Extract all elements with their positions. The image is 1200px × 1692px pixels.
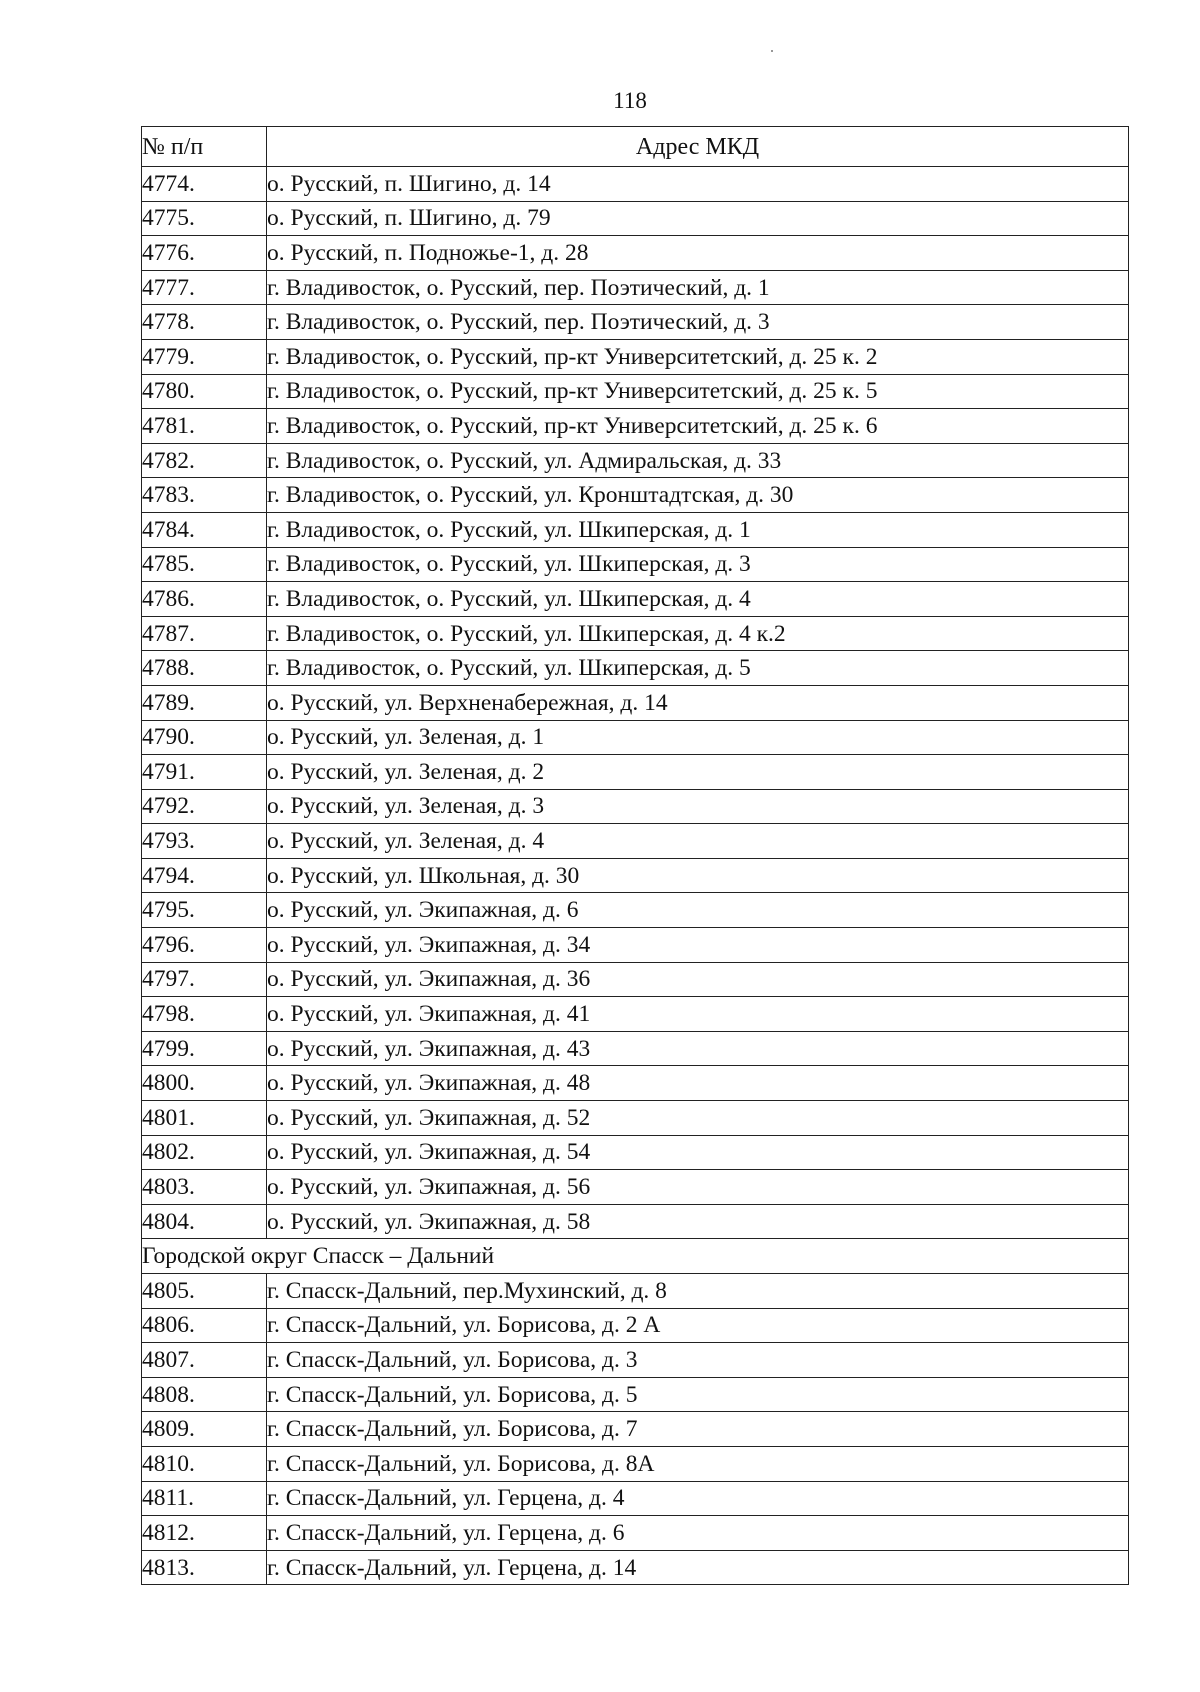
row-address: г. Владивосток, о. Русский, ул. Шкиперская, д. 3 <box>267 547 1129 582</box>
row-number: 4793. <box>142 824 267 859</box>
table-row <box>142 1308 1129 1343</box>
table-header-row <box>142 127 1129 167</box>
row-number: 4796. <box>142 928 267 963</box>
table-row <box>142 1481 1129 1516</box>
row-address: г. Спасск-Дальний, ул. Борисова, д. 2 А <box>267 1308 1129 1343</box>
scan-artifact <box>771 50 773 52</box>
row-address: г. Спасск-Дальний, ул. Герцена, д. 14 <box>267 1550 1129 1585</box>
table-row <box>142 928 1129 963</box>
table-row <box>142 512 1129 547</box>
row-number: 4795. <box>142 893 267 928</box>
row-number: 4779. <box>142 339 267 374</box>
row-address: г. Владивосток, о. Русский, ул. Шкиперская, д. 4 <box>267 582 1129 617</box>
row-address: о. Русский, ул. Зеленая, д. 3 <box>267 789 1129 824</box>
table-row <box>142 962 1129 997</box>
table-row <box>142 1446 1129 1481</box>
row-number: 4794. <box>142 858 267 893</box>
row-number: 4801. <box>142 1101 267 1136</box>
table-section <box>142 1239 1129 1274</box>
section-title: Городской округ Спасск – Дальний <box>142 1239 1129 1274</box>
row-address: о. Русский, п. Шигино, д. 14 <box>267 167 1129 202</box>
table-row <box>142 893 1129 928</box>
row-address: г. Владивосток, о. Русский, ул. Адмиральская, д. 33 <box>267 443 1129 478</box>
table-row <box>142 1343 1129 1378</box>
row-address: г. Спасск-Дальний, ул. Борисова, д. 8А <box>267 1446 1129 1481</box>
table-row <box>142 997 1129 1032</box>
table-row <box>142 1550 1129 1585</box>
row-address: о. Русский, п. Шигино, д. 79 <box>267 201 1129 236</box>
row-address: г. Спасск-Дальний, ул. Борисова, д. 3 <box>267 1343 1129 1378</box>
table-row <box>142 201 1129 236</box>
row-address: о. Русский, ул. Экипажная, д. 58 <box>267 1204 1129 1239</box>
row-number: 4807. <box>142 1343 267 1378</box>
row-number: 4777. <box>142 270 267 305</box>
row-number: 4800. <box>142 1066 267 1101</box>
row-address: о. Русский, ул. Школьная, д. 30 <box>267 858 1129 893</box>
row-address: г. Спасск-Дальний, ул. Борисова, д. 5 <box>267 1377 1129 1412</box>
table-body-spassk <box>142 1274 1129 1585</box>
row-address: о. Русский, ул. Зеленая, д. 1 <box>267 720 1129 755</box>
row-number: 4813. <box>142 1550 267 1585</box>
page-number: 118 <box>613 88 647 113</box>
row-address: г. Владивосток, о. Русский, ул. Кронштадтская, д. 30 <box>267 478 1129 513</box>
table-row <box>142 1412 1129 1447</box>
row-number: 4781. <box>142 409 267 444</box>
row-number: 4811. <box>142 1481 267 1516</box>
row-address: о. Русский, ул. Верхненабережная, д. 14 <box>267 685 1129 720</box>
table-row <box>142 339 1129 374</box>
row-number: 4809. <box>142 1412 267 1447</box>
table-row <box>142 1516 1129 1551</box>
row-address: о. Русский, ул. Экипажная, д. 41 <box>267 997 1129 1032</box>
row-address: о. Русский, ул. Экипажная, д. 52 <box>267 1101 1129 1136</box>
row-number: 4802. <box>142 1135 267 1170</box>
row-address: о. Русский, ул. Экипажная, д. 34 <box>267 928 1129 963</box>
row-address: о. Русский, ул. Экипажная, д. 43 <box>267 1031 1129 1066</box>
row-address: о. Русский, ул. Экипажная, д. 48 <box>267 1066 1129 1101</box>
row-address: о. Русский, ул. Зеленая, д. 2 <box>267 755 1129 790</box>
row-number: 4788. <box>142 651 267 686</box>
row-number: 4797. <box>142 962 267 997</box>
row-address: г. Спасск-Дальний, ул. Борисова, д. 7 <box>267 1412 1129 1447</box>
row-number: 4775. <box>142 201 267 236</box>
row-address: о. Русский, ул. Экипажная, д. 54 <box>267 1135 1129 1170</box>
row-address: г. Владивосток, о. Русский, ул. Шкиперская, д. 4 к.2 <box>267 616 1129 651</box>
table-row <box>142 1031 1129 1066</box>
table-row <box>142 443 1129 478</box>
row-number: 4804. <box>142 1204 267 1239</box>
table-row <box>142 478 1129 513</box>
row-number: 4803. <box>142 1170 267 1205</box>
row-address: г. Спасск-Дальний, ул. Герцена, д. 6 <box>267 1516 1129 1551</box>
table-row <box>142 1135 1129 1170</box>
table-row <box>142 824 1129 859</box>
row-address: г. Спасск-Дальний, ул. Герцена, д. 4 <box>267 1481 1129 1516</box>
row-number: 4787. <box>142 616 267 651</box>
table-row <box>142 374 1129 409</box>
mkd-address-table <box>141 126 1129 1585</box>
row-number: 4791. <box>142 755 267 790</box>
row-address: о. Русский, ул. Экипажная, д. 6 <box>267 893 1129 928</box>
section-row <box>142 1239 1129 1274</box>
row-number: 4780. <box>142 374 267 409</box>
row-address: г. Владивосток, о. Русский, ул. Шкиперская, д. 5 <box>267 651 1129 686</box>
row-number: 4786. <box>142 582 267 617</box>
table-row <box>142 1204 1129 1239</box>
row-number: 4789. <box>142 685 267 720</box>
table-row <box>142 789 1129 824</box>
table-row <box>142 616 1129 651</box>
row-address: г. Спасск-Дальний, пер.Мухинский, д. 8 <box>267 1274 1129 1309</box>
row-number: 4784. <box>142 512 267 547</box>
row-address: г. Владивосток, о. Русский, пр-кт Университетский, д. 25 к. 2 <box>267 339 1129 374</box>
row-address: г. Владивосток, о. Русский, пер. Поэтический, д. 1 <box>267 270 1129 305</box>
row-number: 4790. <box>142 720 267 755</box>
row-address: о. Русский, ул. Зеленая, д. 4 <box>267 824 1129 859</box>
row-number: 4808. <box>142 1377 267 1412</box>
table-row <box>142 236 1129 271</box>
table-row <box>142 167 1129 202</box>
row-number: 4799. <box>142 1031 267 1066</box>
row-number: 4792. <box>142 789 267 824</box>
table-row <box>142 305 1129 340</box>
row-number: 4798. <box>142 997 267 1032</box>
row-address: г. Владивосток, о. Русский, ул. Шкиперская, д. 1 <box>267 512 1129 547</box>
table-row <box>142 1066 1129 1101</box>
row-number: 4810. <box>142 1446 267 1481</box>
row-number: 4783. <box>142 478 267 513</box>
row-number: 4805. <box>142 1274 267 1309</box>
row-number: 4782. <box>142 443 267 478</box>
table-row <box>142 547 1129 582</box>
row-number: 4785. <box>142 547 267 582</box>
row-address: г. Владивосток, о. Русский, пр-кт Университетский, д. 25 к. 6 <box>267 409 1129 444</box>
table-row <box>142 651 1129 686</box>
table-row <box>142 1274 1129 1309</box>
table-row <box>142 582 1129 617</box>
table-body-russky <box>142 167 1129 1239</box>
row-number: 4778. <box>142 305 267 340</box>
table-row <box>142 685 1129 720</box>
row-address: г. Владивосток, о. Русский, пер. Поэтический, д. 3 <box>267 305 1129 340</box>
table-row <box>142 755 1129 790</box>
table-row <box>142 270 1129 305</box>
row-number: 4774. <box>142 167 267 202</box>
row-address: о. Русский, п. Подножье-1, д. 28 <box>267 236 1129 271</box>
table-row <box>142 1170 1129 1205</box>
table-row <box>142 1377 1129 1412</box>
column-header-address: Адрес МКД <box>267 127 1129 167</box>
row-number: 4812. <box>142 1516 267 1551</box>
column-header-number: № п/п <box>142 127 267 167</box>
table-row <box>142 858 1129 893</box>
row-number: 4776. <box>142 236 267 271</box>
row-address: о. Русский, ул. Экипажная, д. 56 <box>267 1170 1129 1205</box>
table-row <box>142 1101 1129 1136</box>
table-row <box>142 720 1129 755</box>
table-row <box>142 409 1129 444</box>
row-address: о. Русский, ул. Экипажная, д. 36 <box>267 962 1129 997</box>
row-address: г. Владивосток, о. Русский, пр-кт Университетский, д. 25 к. 5 <box>267 374 1129 409</box>
row-number: 4806. <box>142 1308 267 1343</box>
